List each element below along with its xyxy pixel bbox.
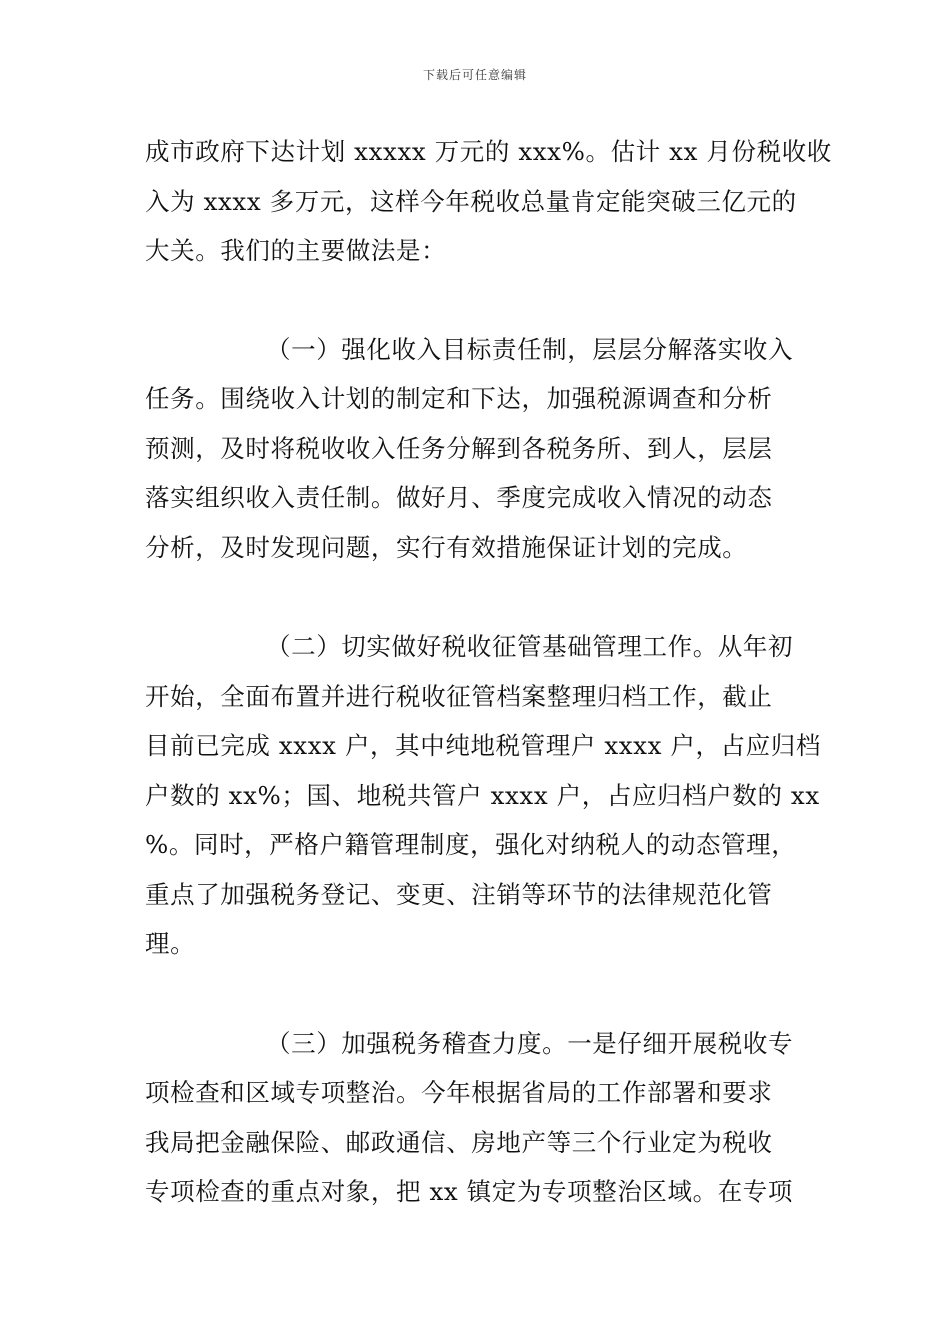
text-line: 目前已完成 xxxx 户，其中纯地税管理户 xxxx 户，占应归档 xyxy=(145,731,821,760)
text-line: 成市政府下达计划 xxxxx 万元的 xxx%。估计 xx 月份税收收 xyxy=(145,137,832,166)
text-line: %。同时，严格户籍管理制度，强化对纳税人的动态管理， xyxy=(145,830,797,859)
text-line: 重点了加强税务登记、变更、注销等环节的法律规范化管 xyxy=(145,880,773,909)
text-line: 大关。我们的主要做法是： xyxy=(145,236,447,265)
text-line: 理。 xyxy=(145,929,196,958)
text-line: 预测，及时将税收收入任务分解到各税务所、到人，层层 xyxy=(145,434,773,463)
text-line: 开始，全面布置并进行税收征管档案整理归档工作，截止 xyxy=(145,682,773,711)
text-line: 项检查和区域专项整治。今年根据省局的工作部署和要求 xyxy=(145,1078,773,1107)
paragraph-1-first-line: （一）强化收入目标责任制，层层分解落实收入 xyxy=(266,335,794,364)
page-header-note: 下载后可任意编辑 xyxy=(422,68,527,82)
text-line: 专项检查的重点对象，把 xx 镇定为专项整治区域。在专项 xyxy=(145,1177,794,1206)
text-line: 入为 xxxx 多万元，这样今年税收总量肯定能突破三亿元的 xyxy=(145,187,797,216)
paragraph-2-first-line: （二）切实做好税收征管基础管理工作。从年初 xyxy=(266,632,794,661)
text-line: 落实组织收入责任制。做好月、季度完成收入情况的动态 xyxy=(145,483,773,512)
text-line: 分析，及时发现问题，实行有效措施保证计划的完成。 xyxy=(145,533,748,562)
paragraph-3-first-line: （三）加强税务稽查力度。一是仔细开展税收专 xyxy=(266,1029,794,1058)
text-line: 任务。围绕收入计划的制定和下达，加强税源调查和分析 xyxy=(145,384,773,413)
text-line: 我局把金融保险、邮政通信、房地产等三个行业定为税收 xyxy=(145,1128,773,1157)
text-line: 户数的 xx%；国、地税共管户 xxxx 户，占应归档户数的 xx xyxy=(145,781,820,810)
